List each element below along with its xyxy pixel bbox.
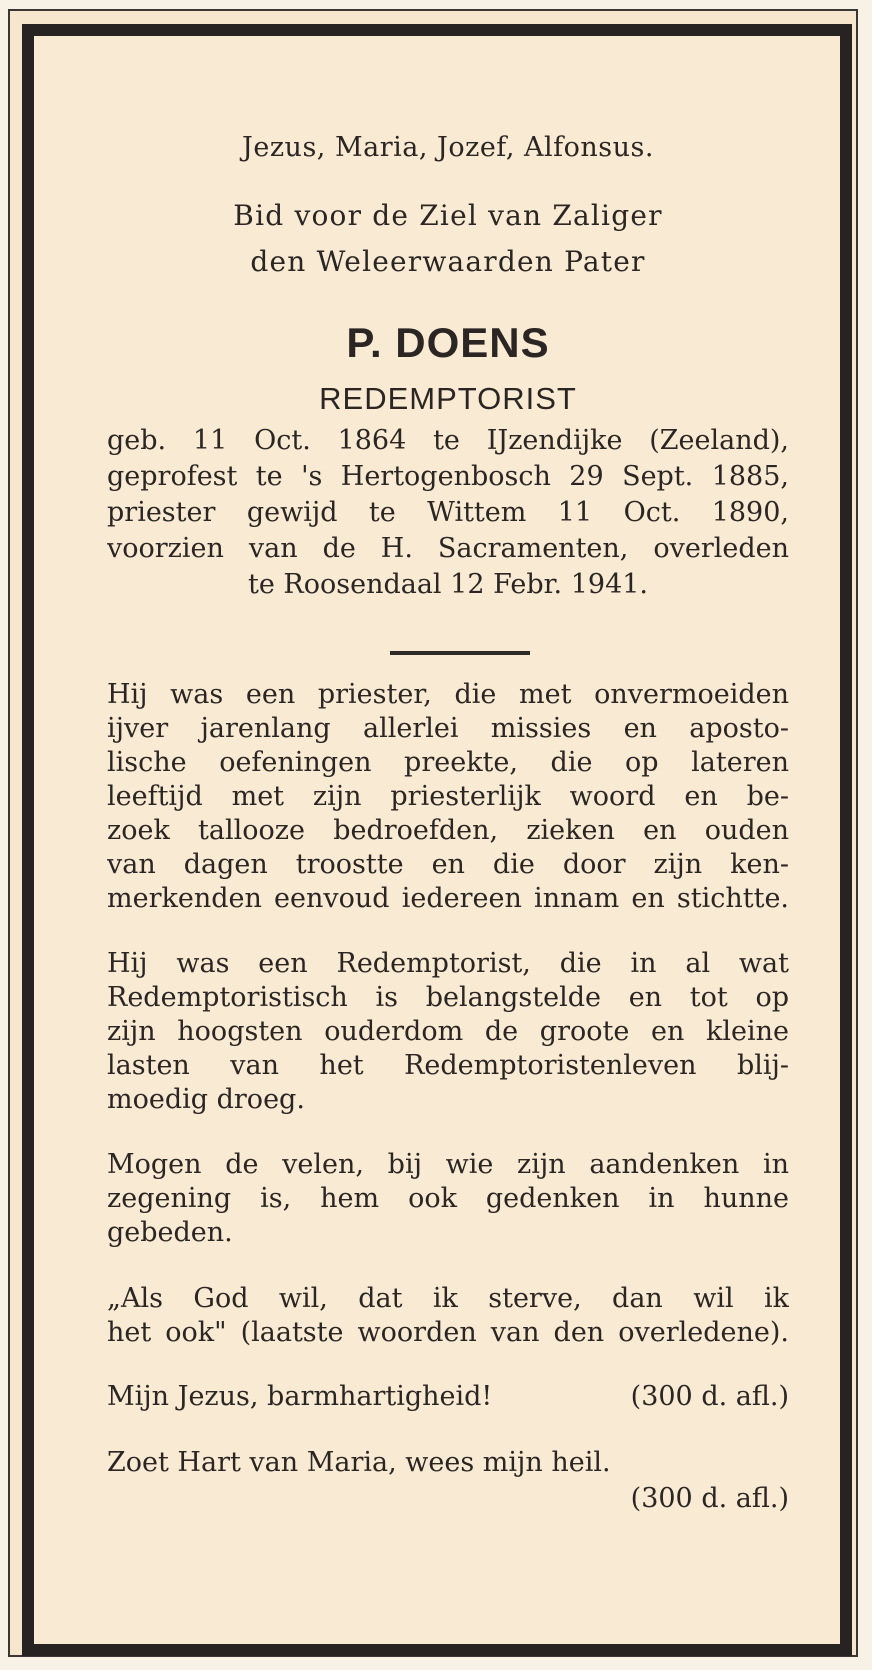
biography-line: priester gewijd te Wittem 11 Oct. 1890, [107,497,789,528]
paragraph-line: Hij was een Redemptorist, die in al wat [107,948,789,979]
paragraph-line: Redemptoristisch is belangstelde en tot op [107,982,789,1013]
biography-line: geprofest te 's Hertogenbosch 29 Sept. 1885, [107,461,789,492]
prayer-line-1: Bid voor de Ziel van Zaliger [233,199,663,232]
paragraph-line: Mogen de velen, bij wie zijn aandenken in [107,1149,789,1180]
religious-order: REDEMPTORIST [319,381,577,416]
paragraph-line: moedig droeg. [107,1084,305,1115]
paragraph-line: zijn hoogsten ouderdom de groote en kleine [107,1016,789,1047]
paragraph-line: leeftijd met zijn priesterlijk woord en be- [107,781,789,812]
mourning-border [22,24,852,1656]
ejaculation-text: Mijn Jezus, barmhartigheid! [107,1381,493,1412]
paragraph-line: zoek tallooze bedroefden, zieken en ouden [107,815,789,846]
biography-line: geb. 11 Oct. 1864 te IJzendijke (Zeeland), [107,425,789,456]
paragraph-line: van dagen troostte en die door zijn ken- [107,849,789,880]
paragraph-line: Hij was een priester, die met onvermoeiden [107,679,789,710]
divider-rule [390,651,530,655]
paragraph-line: lische oefeningen preekte, die op lateren [107,747,789,778]
invocation: Jezus, Maria, Jozef, Alfonsus. [242,132,654,163]
deceased-name: P. DOENS [346,319,550,366]
paragraph-line: ijver jarenlang allerlei missies en aposto- [107,713,789,744]
ejaculation-text: Zoet Hart van Maria, wees mijn heil. [107,1447,611,1478]
biography-line: voorzien van de H. Sacramenten, overleden [107,533,789,564]
paragraph-line: gebeden. [107,1217,233,1248]
paragraph-line: zegening is, hem ook gedenken in hunne [107,1183,789,1214]
memorial-card [8,9,858,1657]
prayer-line-2: den Weleerwaarden Pater [250,245,646,278]
ejaculation-1 [107,1381,789,1412]
paragraph-line: lasten van het Redemptoristenleven blij- [107,1050,789,1081]
biography-line: te Roosendaal 12 Febr. 1941. [247,569,649,600]
indulgence-note: (300 d. afl.) [630,1381,789,1412]
quote-line: het ook" (laatste woorden van den overledene). [107,1317,789,1348]
indulgence-note: (300 d. afl.) [630,1483,789,1514]
ejaculation-2 [107,1447,789,1478]
quote-line: „Als God wil, dat ik sterve, dan wil ik [107,1283,789,1314]
paragraph-line: merkenden eenvoud iedereen innam en stichtte. [107,883,789,914]
